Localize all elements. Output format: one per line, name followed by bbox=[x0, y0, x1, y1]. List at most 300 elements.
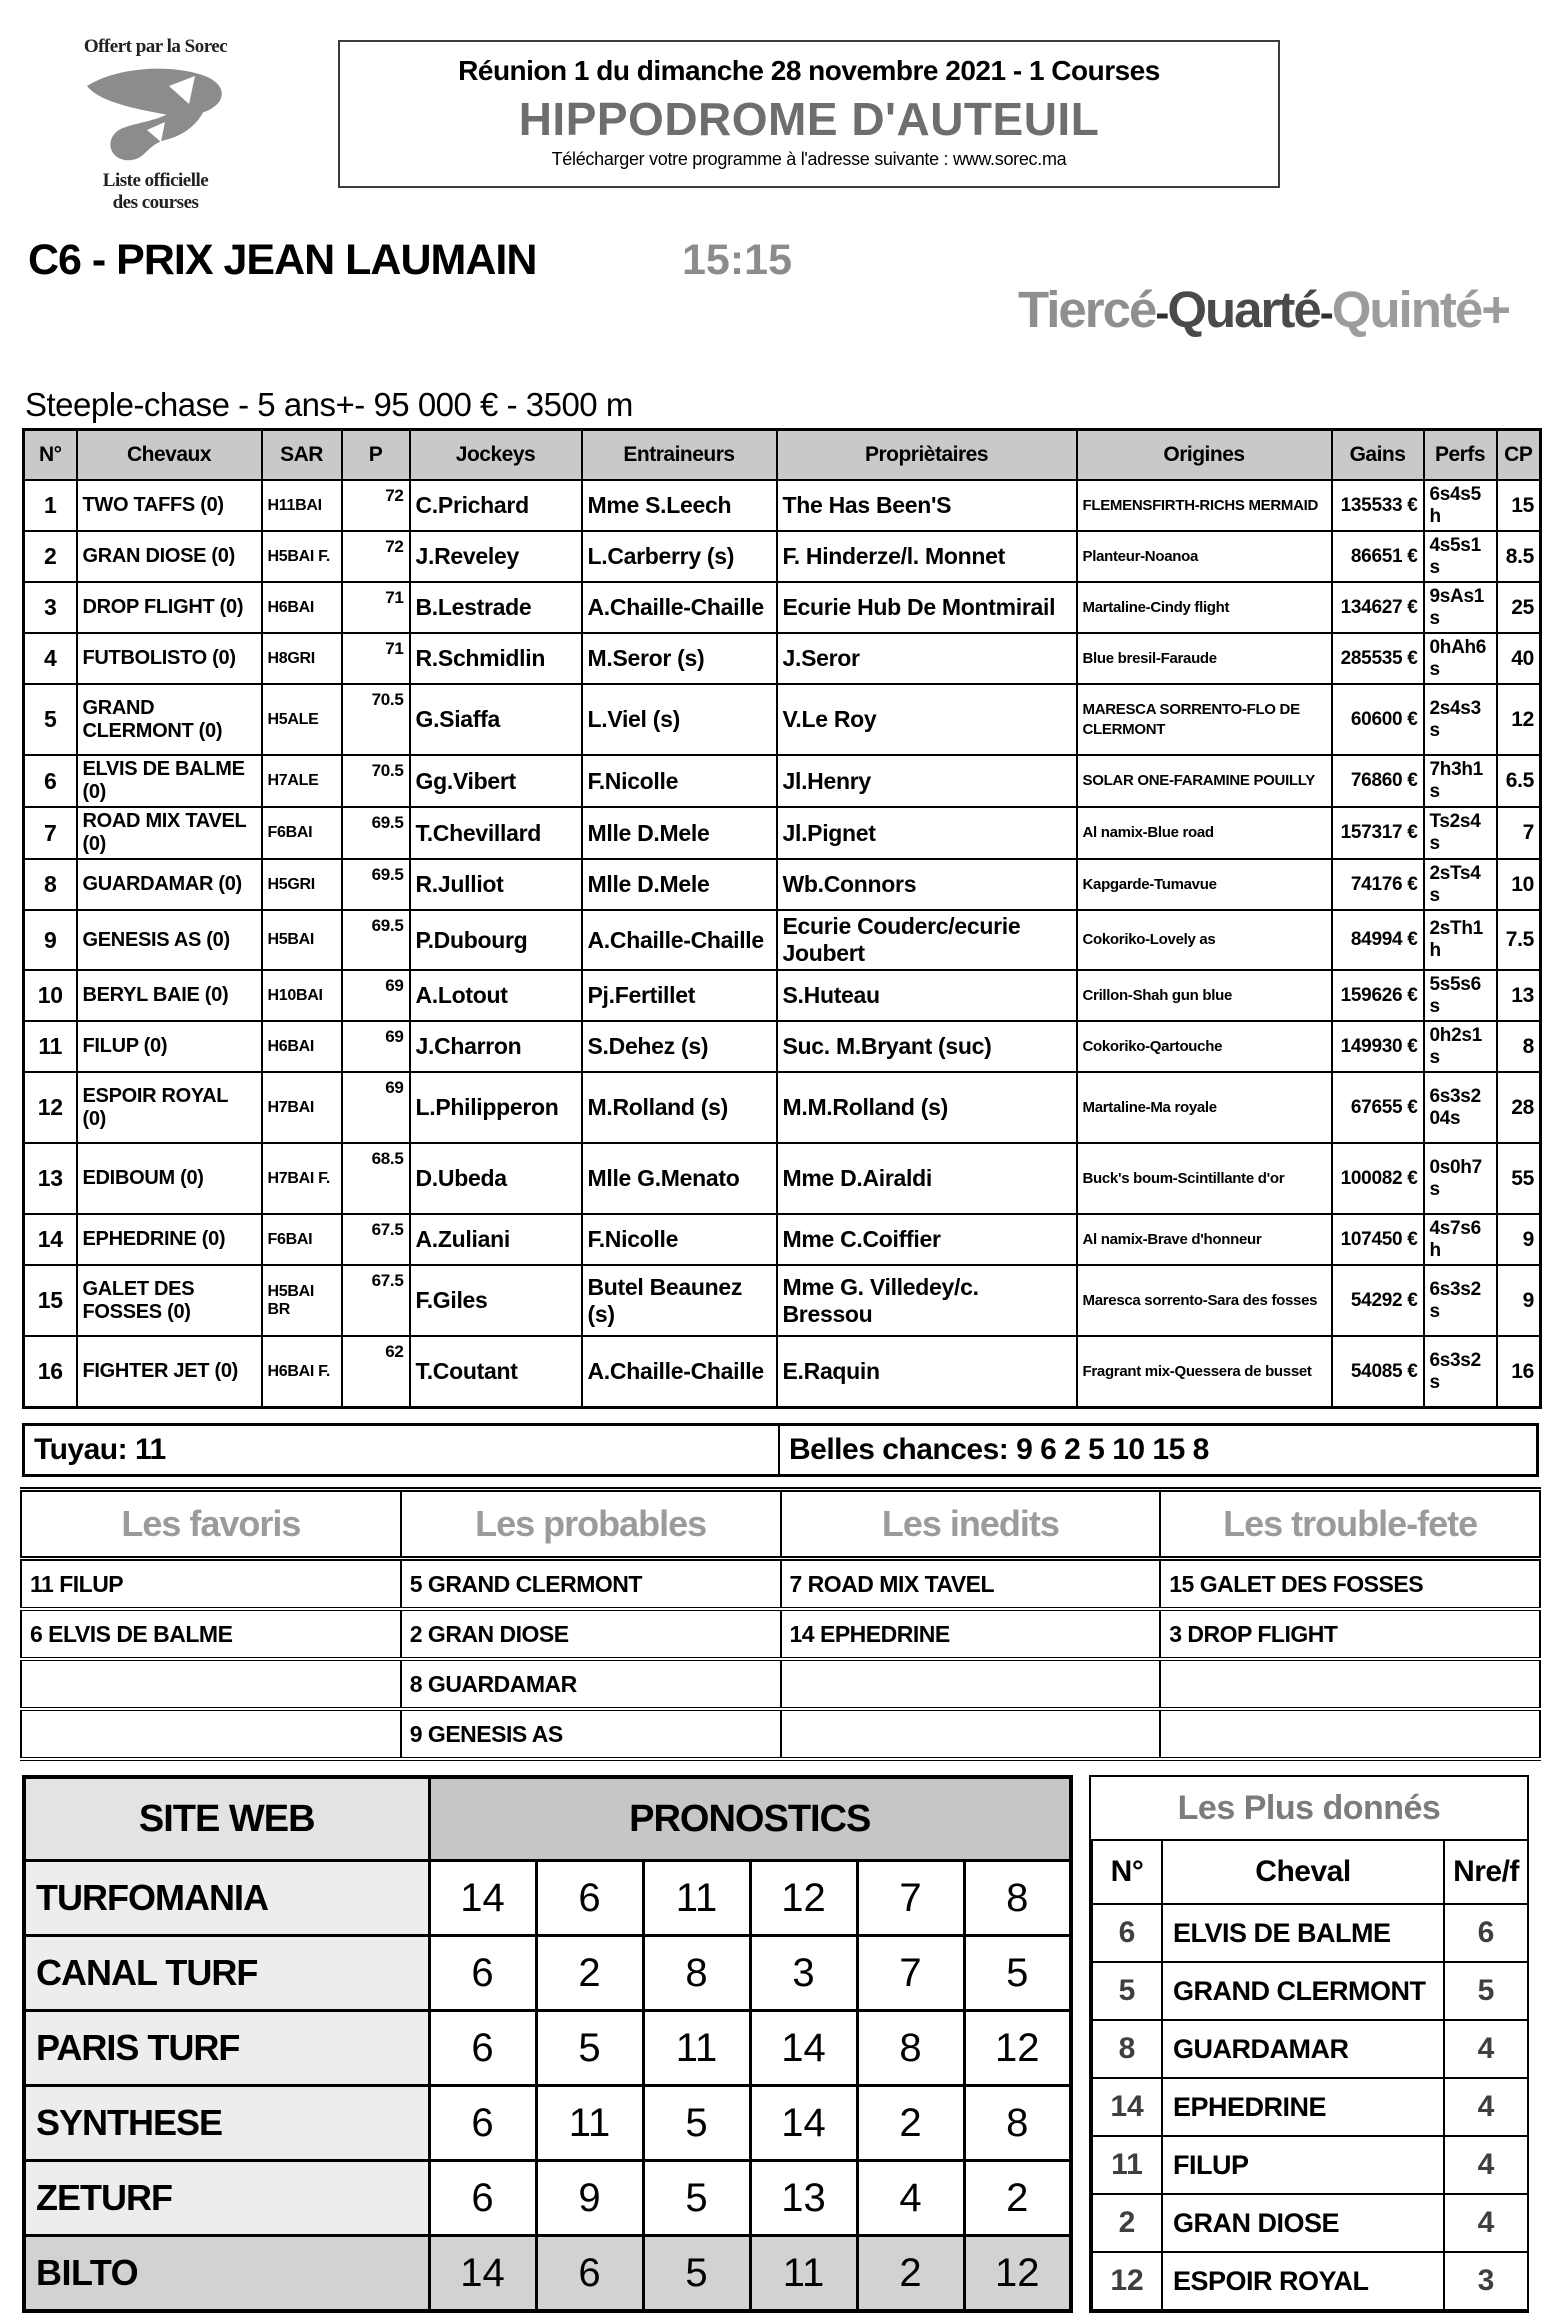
plus-donnes-horse-name: ELVIS DE BALME bbox=[1162, 1904, 1444, 1962]
runner-origines: MARESCA SORRENTO-FLO DE CLERMONT bbox=[1077, 684, 1332, 755]
selection-item bbox=[781, 1659, 1161, 1709]
runner-cp: 9 bbox=[1497, 1214, 1541, 1265]
runner-row bbox=[24, 582, 1541, 633]
selection-item bbox=[1160, 1709, 1540, 1759]
runner-jockey: R.Julliot bbox=[410, 859, 582, 910]
selection-item: 3 DROP FLIGHT bbox=[1160, 1609, 1540, 1659]
prono-number: 11 bbox=[750, 2236, 857, 2312]
runner-proprietaire: J.Seror bbox=[777, 633, 1077, 684]
runner-entraineur: Mlle D.Mele bbox=[582, 859, 777, 910]
runner-gains: 159626 € bbox=[1332, 970, 1424, 1021]
runner-jockey: A.Lotout bbox=[410, 970, 582, 1021]
runner-gains: 134627 € bbox=[1332, 582, 1424, 633]
runner-origines: Buck's boum-Scintillante d'or bbox=[1077, 1143, 1332, 1214]
runner-gains: 74176 € bbox=[1332, 859, 1424, 910]
runner-sar: F6BAI bbox=[262, 1214, 342, 1265]
runner-jockey: R.Schmidlin bbox=[410, 633, 582, 684]
runner-sar: H7ALE bbox=[262, 755, 342, 807]
selections-header-row bbox=[21, 1490, 1540, 1559]
runner-gains: 285535 € bbox=[1332, 633, 1424, 684]
runner-p: 67.5 bbox=[342, 1214, 410, 1265]
runner-p: 69 bbox=[342, 1072, 410, 1143]
prono-number: 5 bbox=[536, 2011, 643, 2086]
selection-item: 8 GUARDAMAR bbox=[401, 1659, 781, 1709]
bet-types-logo bbox=[1018, 280, 1509, 339]
runner-num: 3 bbox=[24, 582, 77, 633]
runner-proprietaire: E.Raquin bbox=[777, 1336, 1077, 1408]
runner-gains: 67655 € bbox=[1332, 1072, 1424, 1143]
runners-table bbox=[22, 428, 1542, 1409]
runners-column-header: Perfs bbox=[1424, 430, 1497, 481]
runner-sar: H7BAI bbox=[262, 1072, 342, 1143]
runner-p: 69 bbox=[342, 1021, 410, 1072]
runner-num: 6 bbox=[24, 755, 77, 807]
selection-row bbox=[21, 1559, 1540, 1610]
selection-item: 9 GENESIS AS bbox=[401, 1709, 781, 1759]
runner-perfs: 6s4s5h bbox=[1424, 480, 1497, 531]
runner-cheval: FILUP (0) bbox=[77, 1021, 262, 1072]
runners-column-header: Propriètaires bbox=[777, 430, 1077, 481]
prono-number: 4 bbox=[857, 2161, 964, 2236]
runner-cp: 28 bbox=[1497, 1072, 1541, 1143]
runner-p: 72 bbox=[342, 480, 410, 531]
runner-p: 71 bbox=[342, 633, 410, 684]
prono-number: 14 bbox=[750, 2086, 857, 2161]
runner-cp: 10 bbox=[1497, 859, 1541, 910]
runner-proprietaire: M.M.Rolland (s) bbox=[777, 1072, 1077, 1143]
runner-row bbox=[24, 684, 1541, 755]
runner-cp: 9 bbox=[1497, 1265, 1541, 1336]
runner-p: 69 bbox=[342, 970, 410, 1021]
runner-sar: H5BAI bbox=[262, 910, 342, 970]
prono-site: TURFOMANIA bbox=[24, 1861, 429, 1936]
runner-cp: 15 bbox=[1497, 480, 1541, 531]
runner-origines: Martaline-Cindy flight bbox=[1077, 582, 1332, 633]
runner-cp: 6.5 bbox=[1497, 755, 1541, 807]
runner-proprietaire: The Has Been'S bbox=[777, 480, 1077, 531]
plus-donnes-row bbox=[1092, 2252, 1528, 2310]
runner-num: 2 bbox=[24, 531, 77, 582]
prono-number: 2 bbox=[857, 2086, 964, 2161]
runners-column-header: P bbox=[342, 430, 410, 481]
runner-sar: H6BAI bbox=[262, 1021, 342, 1072]
page-header bbox=[0, 0, 1561, 228]
runner-proprietaire: Mme G. Villedey/c. Bressou bbox=[777, 1265, 1077, 1336]
runner-jockey: T.Coutant bbox=[410, 1336, 582, 1408]
race-conditions: Steeple-chase - 5 ans+- 95 000 € - 3500 m bbox=[25, 386, 633, 423]
runner-row bbox=[24, 1021, 1541, 1072]
runner-jockey: Gg.Vibert bbox=[410, 755, 582, 807]
selections-table bbox=[20, 1487, 1541, 1761]
plus-donnes-horse-name: ESPOIR ROYAL bbox=[1162, 2252, 1444, 2310]
plus-donnes-panel bbox=[1089, 1775, 1529, 2313]
prono-number: 6 bbox=[536, 1861, 643, 1936]
prono-number: 14 bbox=[429, 2236, 536, 2312]
prono-number: 3 bbox=[750, 1936, 857, 2011]
runner-gains: 54292 € bbox=[1332, 1265, 1424, 1336]
runner-cheval: GUARDAMAR (0) bbox=[77, 859, 262, 910]
runner-row bbox=[24, 480, 1541, 531]
prono-row bbox=[24, 1936, 1071, 2011]
runner-row bbox=[24, 531, 1541, 582]
runner-row bbox=[24, 1214, 1541, 1265]
prono-number: 5 bbox=[643, 2236, 750, 2312]
runner-gains: 149930 € bbox=[1332, 1021, 1424, 1072]
plus-donnes-horse-name: GRAN DIOSE bbox=[1162, 2194, 1444, 2252]
plus-donnes-row bbox=[1092, 1904, 1528, 1962]
runners-column-header: Jockeys bbox=[410, 430, 582, 481]
runner-origines: Crillon-Shah gun blue bbox=[1077, 970, 1332, 1021]
plus-donnes-table bbox=[1091, 1839, 1529, 2311]
plus-donnes-count: 4 bbox=[1444, 2020, 1528, 2078]
runner-entraineur: Butel Beaunez (s) bbox=[582, 1265, 777, 1336]
runner-entraineur: S.Dehez (s) bbox=[582, 1021, 777, 1072]
pronostics-body bbox=[24, 1861, 1071, 2312]
plus-donnes-row bbox=[1092, 2136, 1528, 2194]
prono-number: 9 bbox=[536, 2161, 643, 2236]
prono-number: 2 bbox=[857, 2236, 964, 2312]
runner-cheval: GALET DES FOSSES (0) bbox=[77, 1265, 262, 1336]
prono-site: CANAL TURF bbox=[24, 1936, 429, 2011]
plus-donnes-horse-name: EPHEDRINE bbox=[1162, 2078, 1444, 2136]
selection-item bbox=[1160, 1659, 1540, 1709]
prono-number: 6 bbox=[429, 1936, 536, 2011]
prono-row bbox=[24, 2161, 1071, 2236]
runner-gains: 54085 € bbox=[1332, 1336, 1424, 1408]
prono-number: 8 bbox=[857, 2011, 964, 2086]
runner-cp: 8.5 bbox=[1497, 531, 1541, 582]
prono-row bbox=[24, 1861, 1071, 1936]
prono-row bbox=[24, 2236, 1071, 2312]
runner-entraineur: Pj.Fertillet bbox=[582, 970, 777, 1021]
runner-p: 71 bbox=[342, 582, 410, 633]
runner-proprietaire: Ecurie Hub De Montmirail bbox=[777, 582, 1077, 633]
runner-jockey: J.Charron bbox=[410, 1021, 582, 1072]
runners-column-header: N° bbox=[24, 430, 77, 481]
selection-column-title: Les trouble-fete bbox=[1160, 1490, 1540, 1559]
race-title: C6 - PRIX JEAN LAUMAIN bbox=[28, 236, 537, 284]
runner-num: 8 bbox=[24, 859, 77, 910]
selection-item bbox=[21, 1709, 401, 1759]
runner-cheval: ESPOIR ROYAL (0) bbox=[77, 1072, 262, 1143]
runner-origines: Kapgarde-Tumavue bbox=[1077, 859, 1332, 910]
prono-number: 6 bbox=[429, 2161, 536, 2236]
runner-row bbox=[24, 1072, 1541, 1143]
runner-sar: H10BAI bbox=[262, 970, 342, 1021]
prono-number: 14 bbox=[750, 2011, 857, 2086]
runner-entraineur: Mlle D.Mele bbox=[582, 807, 777, 859]
plus-donnes-body bbox=[1092, 1904, 1528, 2310]
runner-entraineur: Mme S.Leech bbox=[582, 480, 777, 531]
runner-jockey: P.Dubourg bbox=[410, 910, 582, 970]
runner-gains: 76860 € bbox=[1332, 755, 1424, 807]
prono-number: 11 bbox=[536, 2086, 643, 2161]
runner-row bbox=[24, 859, 1541, 910]
plus-donnes-title: Les Plus donnés bbox=[1177, 1788, 1441, 1827]
runner-cheval: EDIBOUM (0) bbox=[77, 1143, 262, 1214]
runner-row bbox=[24, 1265, 1541, 1336]
runner-jockey: J.Reveley bbox=[410, 531, 582, 582]
runner-row bbox=[24, 970, 1541, 1021]
runner-proprietaire: Mme C.Coiffier bbox=[777, 1214, 1077, 1265]
prono-number: 13 bbox=[750, 2161, 857, 2236]
prono-number: 14 bbox=[429, 1861, 536, 1936]
sorec-logo-icon bbox=[81, 60, 231, 170]
runner-row bbox=[24, 1336, 1541, 1408]
runners-body bbox=[24, 480, 1541, 1408]
runner-num: 12 bbox=[24, 1072, 77, 1143]
plus-donnes-row bbox=[1092, 2194, 1528, 2252]
runner-proprietaire: F. Hinderze/l. Monnet bbox=[777, 531, 1077, 582]
plus-donnes-column-header: N° bbox=[1092, 1840, 1162, 1904]
prono-site: SYNTHESE bbox=[24, 2086, 429, 2161]
runner-entraineur: L.Viel (s) bbox=[582, 684, 777, 755]
runner-num: 11 bbox=[24, 1021, 77, 1072]
runner-cheval: TWO TAFFS (0) bbox=[77, 480, 262, 531]
plus-donnes-column-header: Cheval bbox=[1162, 1840, 1444, 1904]
runner-num: 7 bbox=[24, 807, 77, 859]
runner-origines: Maresca sorrento-Sara des fosses bbox=[1077, 1265, 1332, 1336]
runner-proprietaire: V.Le Roy bbox=[777, 684, 1077, 755]
runner-cheval: GRAN DIOSE (0) bbox=[77, 531, 262, 582]
runner-sar: H6BAI bbox=[262, 582, 342, 633]
plus-donnes-count: 4 bbox=[1444, 2194, 1528, 2252]
prono-number: 2 bbox=[964, 2161, 1071, 2236]
plus-donnes-horse-number: 2 bbox=[1092, 2194, 1162, 2252]
prono-number: 5 bbox=[643, 2086, 750, 2161]
runner-origines: Cokoriko-Qartouche bbox=[1077, 1021, 1332, 1072]
plus-donnes-count: 4 bbox=[1444, 2078, 1528, 2136]
tuyau-cell: Tuyau: 11 bbox=[25, 1426, 780, 1474]
selection-row bbox=[21, 1659, 1540, 1709]
selection-item: 5 GRAND CLERMONT bbox=[401, 1559, 781, 1610]
runner-perfs: 0hAh6s bbox=[1424, 633, 1497, 684]
runner-entraineur: A.Chaille-Chaille bbox=[582, 910, 777, 970]
runners-column-header: Entraineurs bbox=[582, 430, 777, 481]
runner-jockey: C.Prichard bbox=[410, 480, 582, 531]
runner-proprietaire: Jl.Henry bbox=[777, 755, 1077, 807]
runner-origines: Blue bresil-Faraude bbox=[1077, 633, 1332, 684]
runner-proprietaire: Ecurie Couderc/ecurie Joubert bbox=[777, 910, 1077, 970]
logo-caption-line1: Liste officielle bbox=[102, 170, 209, 191]
runner-sar: F6BAI bbox=[262, 807, 342, 859]
prono-number: 8 bbox=[643, 1936, 750, 2011]
prono-number: 6 bbox=[429, 2086, 536, 2161]
runner-perfs: 9sAs1s bbox=[1424, 582, 1497, 633]
prono-number: 8 bbox=[964, 1861, 1071, 1936]
runner-p: 68.5 bbox=[342, 1143, 410, 1214]
prono-row bbox=[24, 2086, 1071, 2161]
runner-cheval: ELVIS DE BALME (0) bbox=[77, 755, 262, 807]
bottom-section bbox=[22, 1775, 1561, 2313]
runner-sar: H5ALE bbox=[262, 684, 342, 755]
runner-p: 70.5 bbox=[342, 755, 410, 807]
meeting-header-box bbox=[338, 40, 1280, 188]
runner-p: 72 bbox=[342, 531, 410, 582]
runner-perfs: 2sTs4s bbox=[1424, 859, 1497, 910]
runner-gains: 60600 € bbox=[1332, 684, 1424, 755]
runners-column-header: Gains bbox=[1332, 430, 1424, 481]
plus-donnes-horse-number: 5 bbox=[1092, 1962, 1162, 2020]
plus-donnes-column-header: Nre/f bbox=[1444, 1840, 1528, 1904]
runner-num: 15 bbox=[24, 1265, 77, 1336]
runner-origines: Martaline-Ma royale bbox=[1077, 1072, 1332, 1143]
runner-num: 5 bbox=[24, 684, 77, 755]
venue-title: HIPPODROME D'AUTEUIL bbox=[518, 93, 1100, 145]
race-time: 15:15 bbox=[682, 236, 792, 284]
runner-cheval: GRAND CLERMONT (0) bbox=[77, 684, 262, 755]
runner-sar: H5GRI bbox=[262, 859, 342, 910]
prono-number: 5 bbox=[964, 1936, 1071, 2011]
runner-cp: 7.5 bbox=[1497, 910, 1541, 970]
runner-gains: 135533 € bbox=[1332, 480, 1424, 531]
runner-sar: H11BAI bbox=[262, 480, 342, 531]
runner-origines: Fragrant mix-Quessera de busset bbox=[1077, 1336, 1332, 1408]
runner-entraineur: A.Chaille-Chaille bbox=[582, 582, 777, 633]
runner-origines: FLEMENSFIRTH-RICHS MERMAID bbox=[1077, 480, 1332, 531]
plus-donnes-count: 5 bbox=[1444, 1962, 1528, 2020]
runner-cheval: ROAD MIX TAVEL (0) bbox=[77, 807, 262, 859]
plus-donnes-row bbox=[1092, 2020, 1528, 2078]
logo-caption-line2: des courses bbox=[112, 192, 199, 213]
selection-column-title: Les inedits bbox=[781, 1490, 1161, 1559]
runner-perfs: 6s3s204s bbox=[1424, 1072, 1497, 1143]
tips-row bbox=[22, 1423, 1539, 1477]
runner-cp: 12 bbox=[1497, 684, 1541, 755]
runner-row bbox=[24, 755, 1541, 807]
selection-item: 15 GALET DES FOSSES bbox=[1160, 1559, 1540, 1610]
selection-column-title: Les favoris bbox=[21, 1490, 401, 1559]
prono-number: 5 bbox=[643, 2161, 750, 2236]
runner-cheval: EPHEDRINE (0) bbox=[77, 1214, 262, 1265]
prono-site: PARIS TURF bbox=[24, 2011, 429, 2086]
runners-column-header: CP bbox=[1497, 430, 1541, 481]
selection-item: 7 ROAD MIX TAVEL bbox=[781, 1559, 1161, 1610]
prono-number: 11 bbox=[643, 2011, 750, 2086]
bet-separator: - bbox=[1319, 289, 1332, 336]
runner-gains: 107450 € bbox=[1332, 1214, 1424, 1265]
selection-item: 6 ELVIS DE BALME bbox=[21, 1609, 401, 1659]
runners-column-header: SAR bbox=[262, 430, 342, 481]
runner-cp: 55 bbox=[1497, 1143, 1541, 1214]
runner-sar: H6BAI F. bbox=[262, 1336, 342, 1408]
runner-origines: Cokoriko-Lovely as bbox=[1077, 910, 1332, 970]
runner-perfs: 7h3h1s bbox=[1424, 755, 1497, 807]
selection-item: 14 EPHEDRINE bbox=[781, 1609, 1161, 1659]
runner-cp: 13 bbox=[1497, 970, 1541, 1021]
prono-number: 7 bbox=[857, 1861, 964, 1936]
runners-header-row bbox=[24, 430, 1541, 481]
runner-jockey: F.Giles bbox=[410, 1265, 582, 1336]
runner-gains: 86651 € bbox=[1332, 531, 1424, 582]
runner-num: 4 bbox=[24, 633, 77, 684]
runner-cp: 7 bbox=[1497, 807, 1541, 859]
selection-row bbox=[21, 1609, 1540, 1659]
plus-donnes-row bbox=[1092, 1962, 1528, 2020]
prono-number: 2 bbox=[536, 1936, 643, 2011]
runner-p: 62 bbox=[342, 1336, 410, 1408]
plus-donnes-row bbox=[1092, 2078, 1528, 2136]
runner-p: 67.5 bbox=[342, 1265, 410, 1336]
download-note: Télécharger votre programme à l'adresse suivante : www.sorec.ma bbox=[551, 149, 1067, 169]
runner-p: 69.5 bbox=[342, 859, 410, 910]
runner-sar: H8GRI bbox=[262, 633, 342, 684]
selection-column-title: Les probables bbox=[401, 1490, 781, 1559]
prono-number: 12 bbox=[964, 2236, 1071, 2312]
plus-donnes-count: 3 bbox=[1444, 2252, 1528, 2310]
runner-entraineur: Mlle G.Menato bbox=[582, 1143, 777, 1214]
runner-p: 70.5 bbox=[342, 684, 410, 755]
runner-perfs: 2s4s3s bbox=[1424, 684, 1497, 755]
prono-number: 12 bbox=[750, 1861, 857, 1936]
runner-proprietaire: Mme D.Airaldi bbox=[777, 1143, 1077, 1214]
meeting-title: Réunion 1 du dimanche 28 novembre 2021 - 1 Courses bbox=[458, 55, 1160, 86]
selection-row bbox=[21, 1709, 1540, 1759]
bet-separator: - bbox=[1155, 289, 1168, 336]
runner-gains: 157317 € bbox=[1332, 807, 1424, 859]
runner-proprietaire: Jl.Pignet bbox=[777, 807, 1077, 859]
runner-perfs: 6s3s2s bbox=[1424, 1265, 1497, 1336]
runner-entraineur: L.Carberry (s) bbox=[582, 531, 777, 582]
runner-gains: 84994 € bbox=[1332, 910, 1424, 970]
plus-donnes-horse-name: GUARDAMAR bbox=[1162, 2020, 1444, 2078]
runner-perfs: 0h2s1s bbox=[1424, 1021, 1497, 1072]
runner-origines: Al namix-Brave d'honneur bbox=[1077, 1214, 1332, 1265]
logo-caption-top: Offert par la Sorec bbox=[83, 36, 228, 57]
sorec-logo-block bbox=[48, 36, 263, 214]
prono-number: 6 bbox=[536, 2236, 643, 2312]
prono-number: 11 bbox=[643, 1861, 750, 1936]
runner-jockey: L.Philipperon bbox=[410, 1072, 582, 1143]
runner-row bbox=[24, 633, 1541, 684]
runner-perfs: 0s0h7s bbox=[1424, 1143, 1497, 1214]
runner-p: 69.5 bbox=[342, 910, 410, 970]
runner-sar: H5BAI F. bbox=[262, 531, 342, 582]
pronostics-header: PRONOSTICS bbox=[429, 1777, 1071, 1861]
plus-donnes-horse-name: FILUP bbox=[1162, 2136, 1444, 2194]
runner-cp: 8 bbox=[1497, 1021, 1541, 1072]
runner-origines: SOLAR ONE-FARAMINE POUILLY bbox=[1077, 755, 1332, 807]
runner-cp: 40 bbox=[1497, 633, 1541, 684]
race-header bbox=[0, 228, 1561, 428]
runners-column-header: Origines bbox=[1077, 430, 1332, 481]
runners-column-header: Chevaux bbox=[77, 430, 262, 481]
runner-p: 69.5 bbox=[342, 807, 410, 859]
selection-item: 11 FILUP bbox=[21, 1559, 401, 1610]
runner-num: 1 bbox=[24, 480, 77, 531]
runner-perfs: 4s5s1s bbox=[1424, 531, 1497, 582]
selection-item bbox=[21, 1659, 401, 1709]
prono-site: BILTO bbox=[24, 2236, 429, 2312]
runner-proprietaire: Suc. M.Bryant (suc) bbox=[777, 1021, 1077, 1072]
plus-donnes-header-row bbox=[1092, 1840, 1528, 1904]
runner-perfs: 2sTh1h bbox=[1424, 910, 1497, 970]
runner-gains: 100082 € bbox=[1332, 1143, 1424, 1214]
runner-origines: Planteur-Noanoa bbox=[1077, 531, 1332, 582]
runner-proprietaire: S.Huteau bbox=[777, 970, 1077, 1021]
plus-donnes-count: 6 bbox=[1444, 1904, 1528, 1962]
plus-donnes-horse-number: 8 bbox=[1092, 2020, 1162, 2078]
prono-number: 6 bbox=[429, 2011, 536, 2086]
runner-perfs: 4s7s6h bbox=[1424, 1214, 1497, 1265]
runner-num: 9 bbox=[24, 910, 77, 970]
runner-entraineur: M.Seror (s) bbox=[582, 633, 777, 684]
runner-num: 14 bbox=[24, 1214, 77, 1265]
bet-quarte: Quarté bbox=[1167, 281, 1320, 338]
runner-row bbox=[24, 1143, 1541, 1214]
prono-number: 8 bbox=[964, 2086, 1071, 2161]
runner-num: 10 bbox=[24, 970, 77, 1021]
